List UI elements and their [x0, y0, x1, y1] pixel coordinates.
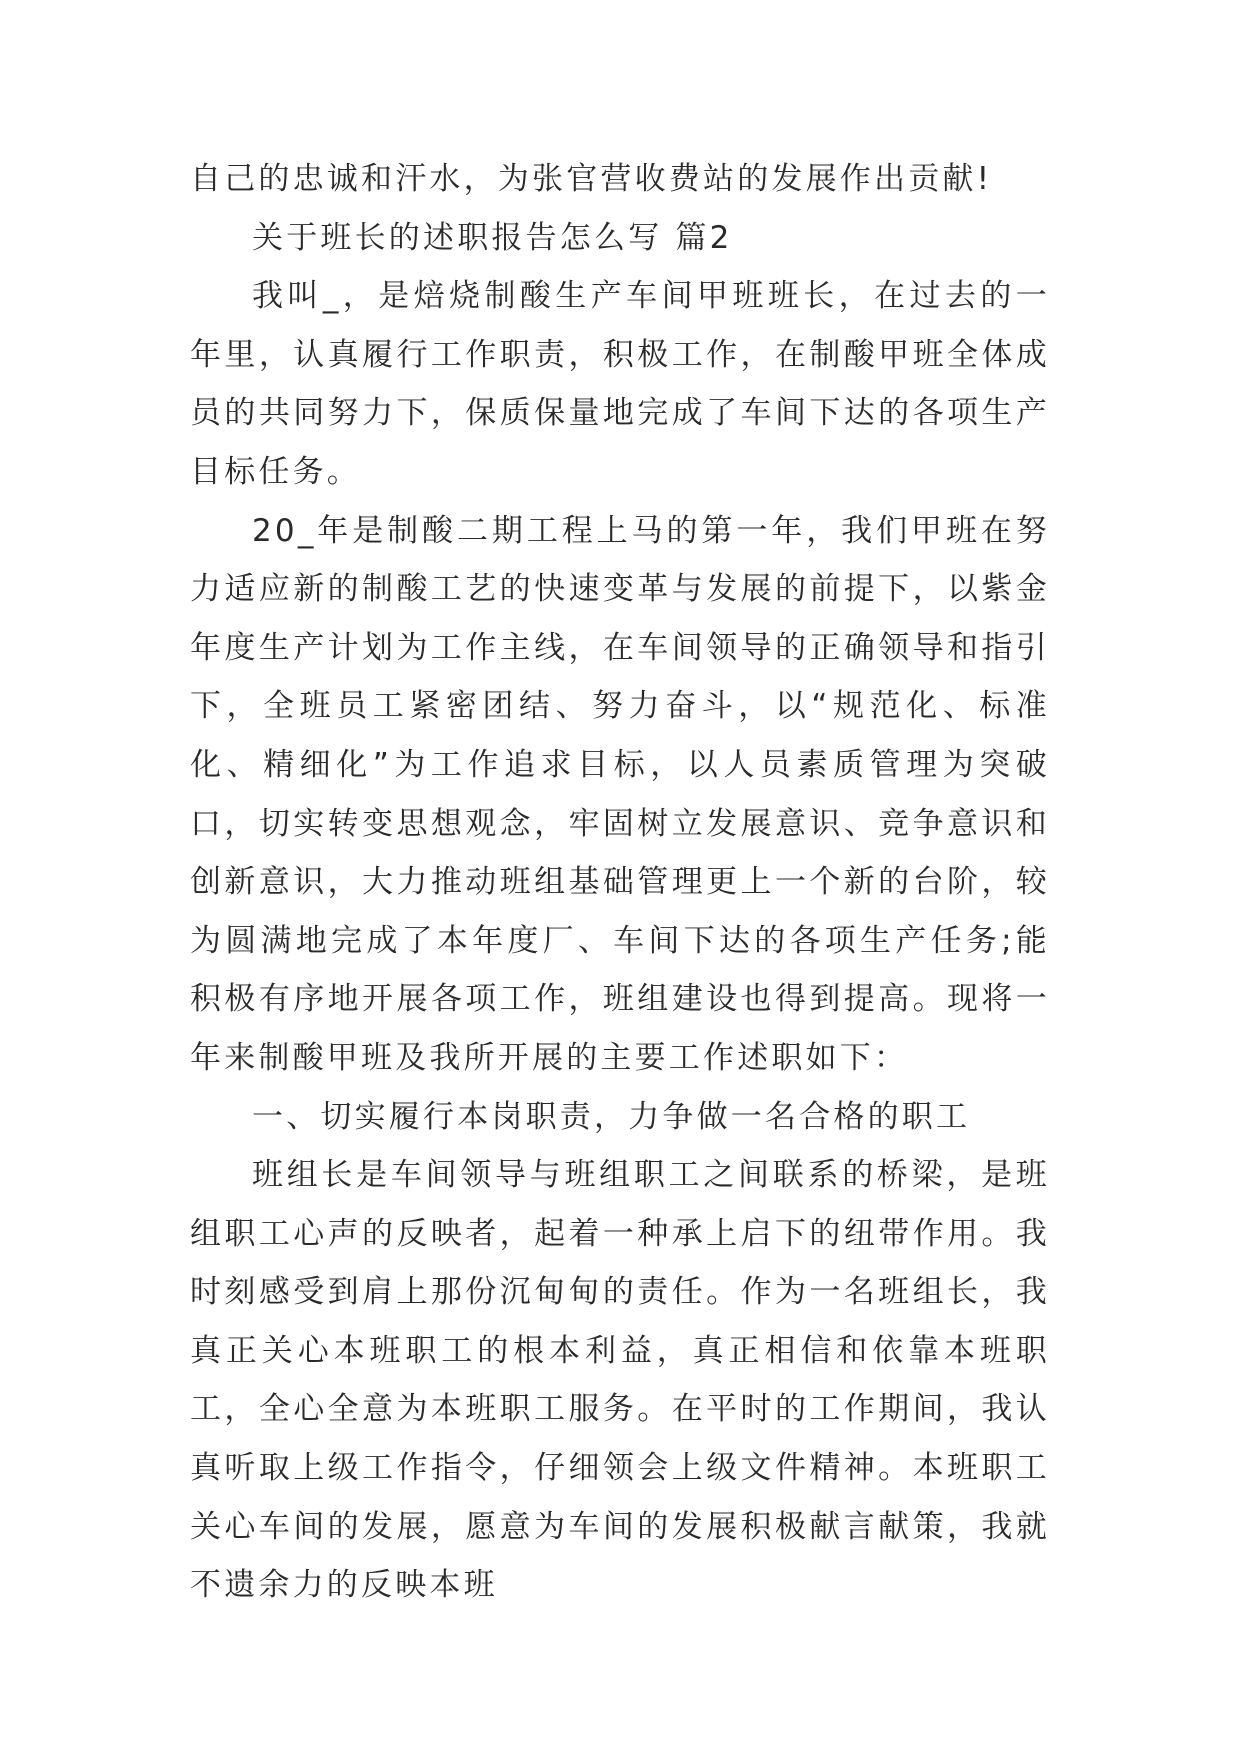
paragraph-continuation: 自己的忠诚和汗水，为张官营收费站的发展作出贡献! — [190, 161, 993, 197]
section-heading: 关于班长的述职报告怎么写 篇2 — [252, 219, 733, 256]
paragraph-duties: 班组长是车间领导与班组职工之间联系的桥梁，是班组职工心声的反映者，起着一种承上启下的纽带作用。我时刻感受到肩上那份沉甸甸的责任。作为一名班组长，我真正关心本班职工的根本利益，真正相信和依靠本班职工，全心全意为本班职工服务。在平时的工作期间，我认真听取上级工作指令，仔细领会上级文件精神。本班职工关心车间的发展，愿意为车间的发展积极献言献策，我就不遗余力的反映本班 — [190, 1157, 1050, 1604]
subsection-heading: 一、切实履行本岗职责，力争做一名合格的职工 — [252, 1098, 971, 1135]
paragraph-intro: 我叫_，是焙烧制酸生产车间甲班班长，在过去的一年里，认真履行工作职责，积极工作，在制酸甲班全体成员的共同努力下，保质保量地完成了车间下达的各项生产目标任务。 — [190, 278, 1050, 490]
paragraph-overview: 20_年是制酸二期工程上马的第一年，我们甲班在努力适应新的制酸工艺的快速变革与发展的前提下，以紫金年度生产计划为工作主线，在车间领导的正确领导和指引下，全班员工紧密团结、努力奋斗，以“规范化、标准化、精细化”为工作追求目标，以人员素质管理为突破口，切实转变思想观念，牢固树立发展意识、竞争意识和创新意识，大力推动班组基础管理更上一个新的台阶，较为圆满地完成了本年度厂、车间下达的各项生产任务;能积极有序地开展各项工作，班组建设也得到提高。现将一年来制酸甲班及我所开展的主要工作述职如下： — [190, 512, 1050, 1076]
document-page — [190, 150, 1050, 1615]
